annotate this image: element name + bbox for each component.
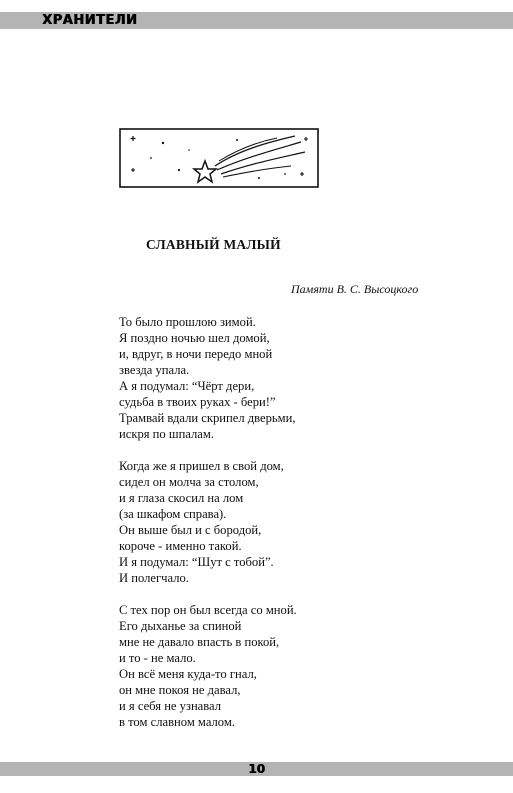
poem-line: мне не давало впасть в покой, [119, 635, 280, 649]
poem-line: судьба в твоих руках - бери!” [119, 395, 276, 409]
shooting-star-illustration [119, 128, 319, 188]
poem-line: и то - не мало. [119, 651, 196, 665]
running-footer [0, 762, 513, 776]
poem-line: звезда упала. [119, 363, 190, 377]
running-header [0, 12, 513, 29]
page-number: 10 [248, 762, 265, 776]
poem-line: искря по шпалам. [119, 427, 215, 441]
poem-line: Трамвай вдали скрипел дверьми, [119, 411, 296, 425]
poem-line: он мне покоя не давал, [119, 683, 241, 697]
poem-line: И я подумал: “Шут с тобой”. [119, 555, 274, 569]
poem-line: Я поздно ночью шел домой, [119, 331, 270, 345]
stanza [119, 314, 419, 442]
poem-line: и я себя не узнавал [119, 699, 222, 713]
poem-line: короче - именно такой. [119, 539, 242, 553]
poem-line: И полегчало. [119, 571, 189, 585]
poem-line: и, вдруг, в ночи передо мной [119, 347, 273, 361]
poem-line: и я глаза скосил на лом [119, 491, 244, 505]
stanza [119, 458, 419, 586]
poem-line: А я подумал: “Чёрт дери, [119, 379, 255, 393]
poem-line: Его дыханье за спиной [119, 619, 242, 633]
running-header-title: ХРАНИТЕЛИ [42, 13, 138, 28]
poem-line: Он всё меня куда-то гнал, [119, 667, 257, 681]
poem-line: Он выше был и с бородой, [119, 523, 262, 537]
poem-line: Когда же я пришел в свой дом, [119, 459, 284, 473]
poem-line: (за шкафом справа). [119, 507, 227, 521]
poem-line: в том славном малом. [119, 715, 235, 729]
poem-body [119, 314, 419, 746]
poem-line: С тех пор он был всегда со мной. [119, 603, 297, 617]
stanza [119, 602, 419, 730]
poem-dedication: Памяти В. С. Высоцкого [291, 282, 419, 296]
poem-title: СЛАВНЫЙ МАЛЫЙ [146, 237, 281, 252]
poem-line: сидел он молча за столом, [119, 475, 259, 489]
poem-line: То было прошлою зимой. [119, 315, 256, 329]
